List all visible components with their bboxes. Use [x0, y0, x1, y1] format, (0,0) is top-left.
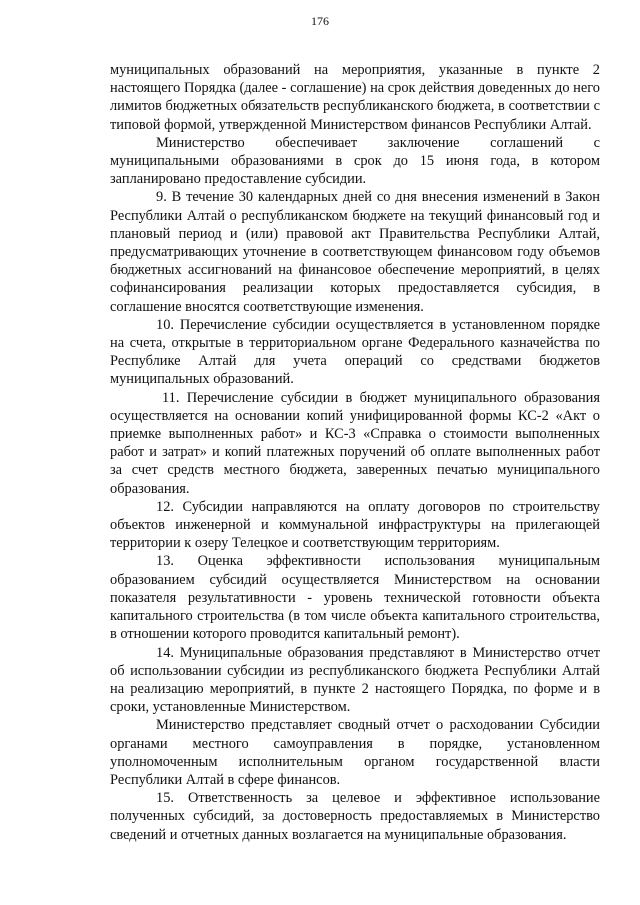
- paragraph-item-14: 14. Муниципальные образования представляют в Министерство отчет об использовании субсидии из республиканского бюджета Республики Алтай на реализацию мероприятий, в пункте 2 настоящего Порядка, по форме и в сроки, установленные Министерством.: [110, 644, 600, 716]
- paragraph-item-10: 10. Перечисление субсидии осуществляется в установленном порядке на счета, открытые в территориальном органе Федерального казначейства по Республике Алтай для учета операций со средствами бюджетов муниципальных образований.: [110, 316, 600, 388]
- paragraph-continuation: муниципальных образований на мероприятия, указанные в пункте 2 настоящего Порядка (далее - соглашение) на срок действия доведенных до него лимитов бюджетных обязательств республиканского бюджета, в соответствии с типовой формой, утвержденной Министерством финансов Республики Алтай.: [110, 62, 600, 133]
- paragraph-ministry-agreements: Министерство обеспечивает заключение соглашений с муниципальными образованиями в срок до 15 июня года, в котором запланировано предоставление субсидии.: [110, 134, 600, 188]
- page-number: 176: [311, 14, 329, 28]
- paragraph-item-11: 11. Перечисление субсидии в бюджет муниципального образования осуществляется на основании копий унифицированной формы КС-2 «Акт о приемке выполненных работ» и КС-3 «Справка о стоимости выполненных работ и затрат» и копий платежных поручений об оплате выполненных работ за счет средств местного бюджета, заверенных печатью муниципального образования.: [110, 389, 600, 497]
- paragraph-ministry-report: Министерство представляет сводный отчет о расходовании Субсидии органами местного самоуправления в порядке, установленном уполномоченным исполнительным органом государственной власти Республики Алтай в сфере финансов.: [110, 717, 600, 788]
- document-body: [110, 61, 600, 844]
- paragraph-item-9: 9. В течение 30 календарных дней со дня внесения изменений в Закон Республики Алтай о республиканском бюджете на текущий финансовый год и плановый период и (или) правовой акт Правительства Республики Алтай, предусматривающих уточнение в соответствующем финансовом году объемов бюджетных ассигнований на финансовое обеспечение мероприятий, в целях софинансирования реализации которых предоставляется субсидия, в соглашение вносятся соответствующие изменения.: [110, 189, 600, 315]
- paragraph-item-12: 12. Субсидии направляются на оплату договоров по строительству объектов инженерной и коммунальной инфраструктуры на прилегающей территории к озеру Телецкое и соответствующим территориям.: [110, 498, 600, 552]
- paragraph-item-15: 15. Ответственность за целевое и эффективное использование полученных субсидий, за достоверность предоставляемых в Министерство сведений и отчетных данных возлагается на муниципальные образования.: [110, 790, 600, 843]
- paragraph-item-13: 13. Оценка эффективности использования муниципальным образованием субсидий осуществляется Министерством на основании показателя результативности - уровень технической готовности объекта капитального строительства (в том числе объекта капитального строительства, в отношении которого проводится капитальный ремонт).: [110, 553, 600, 643]
